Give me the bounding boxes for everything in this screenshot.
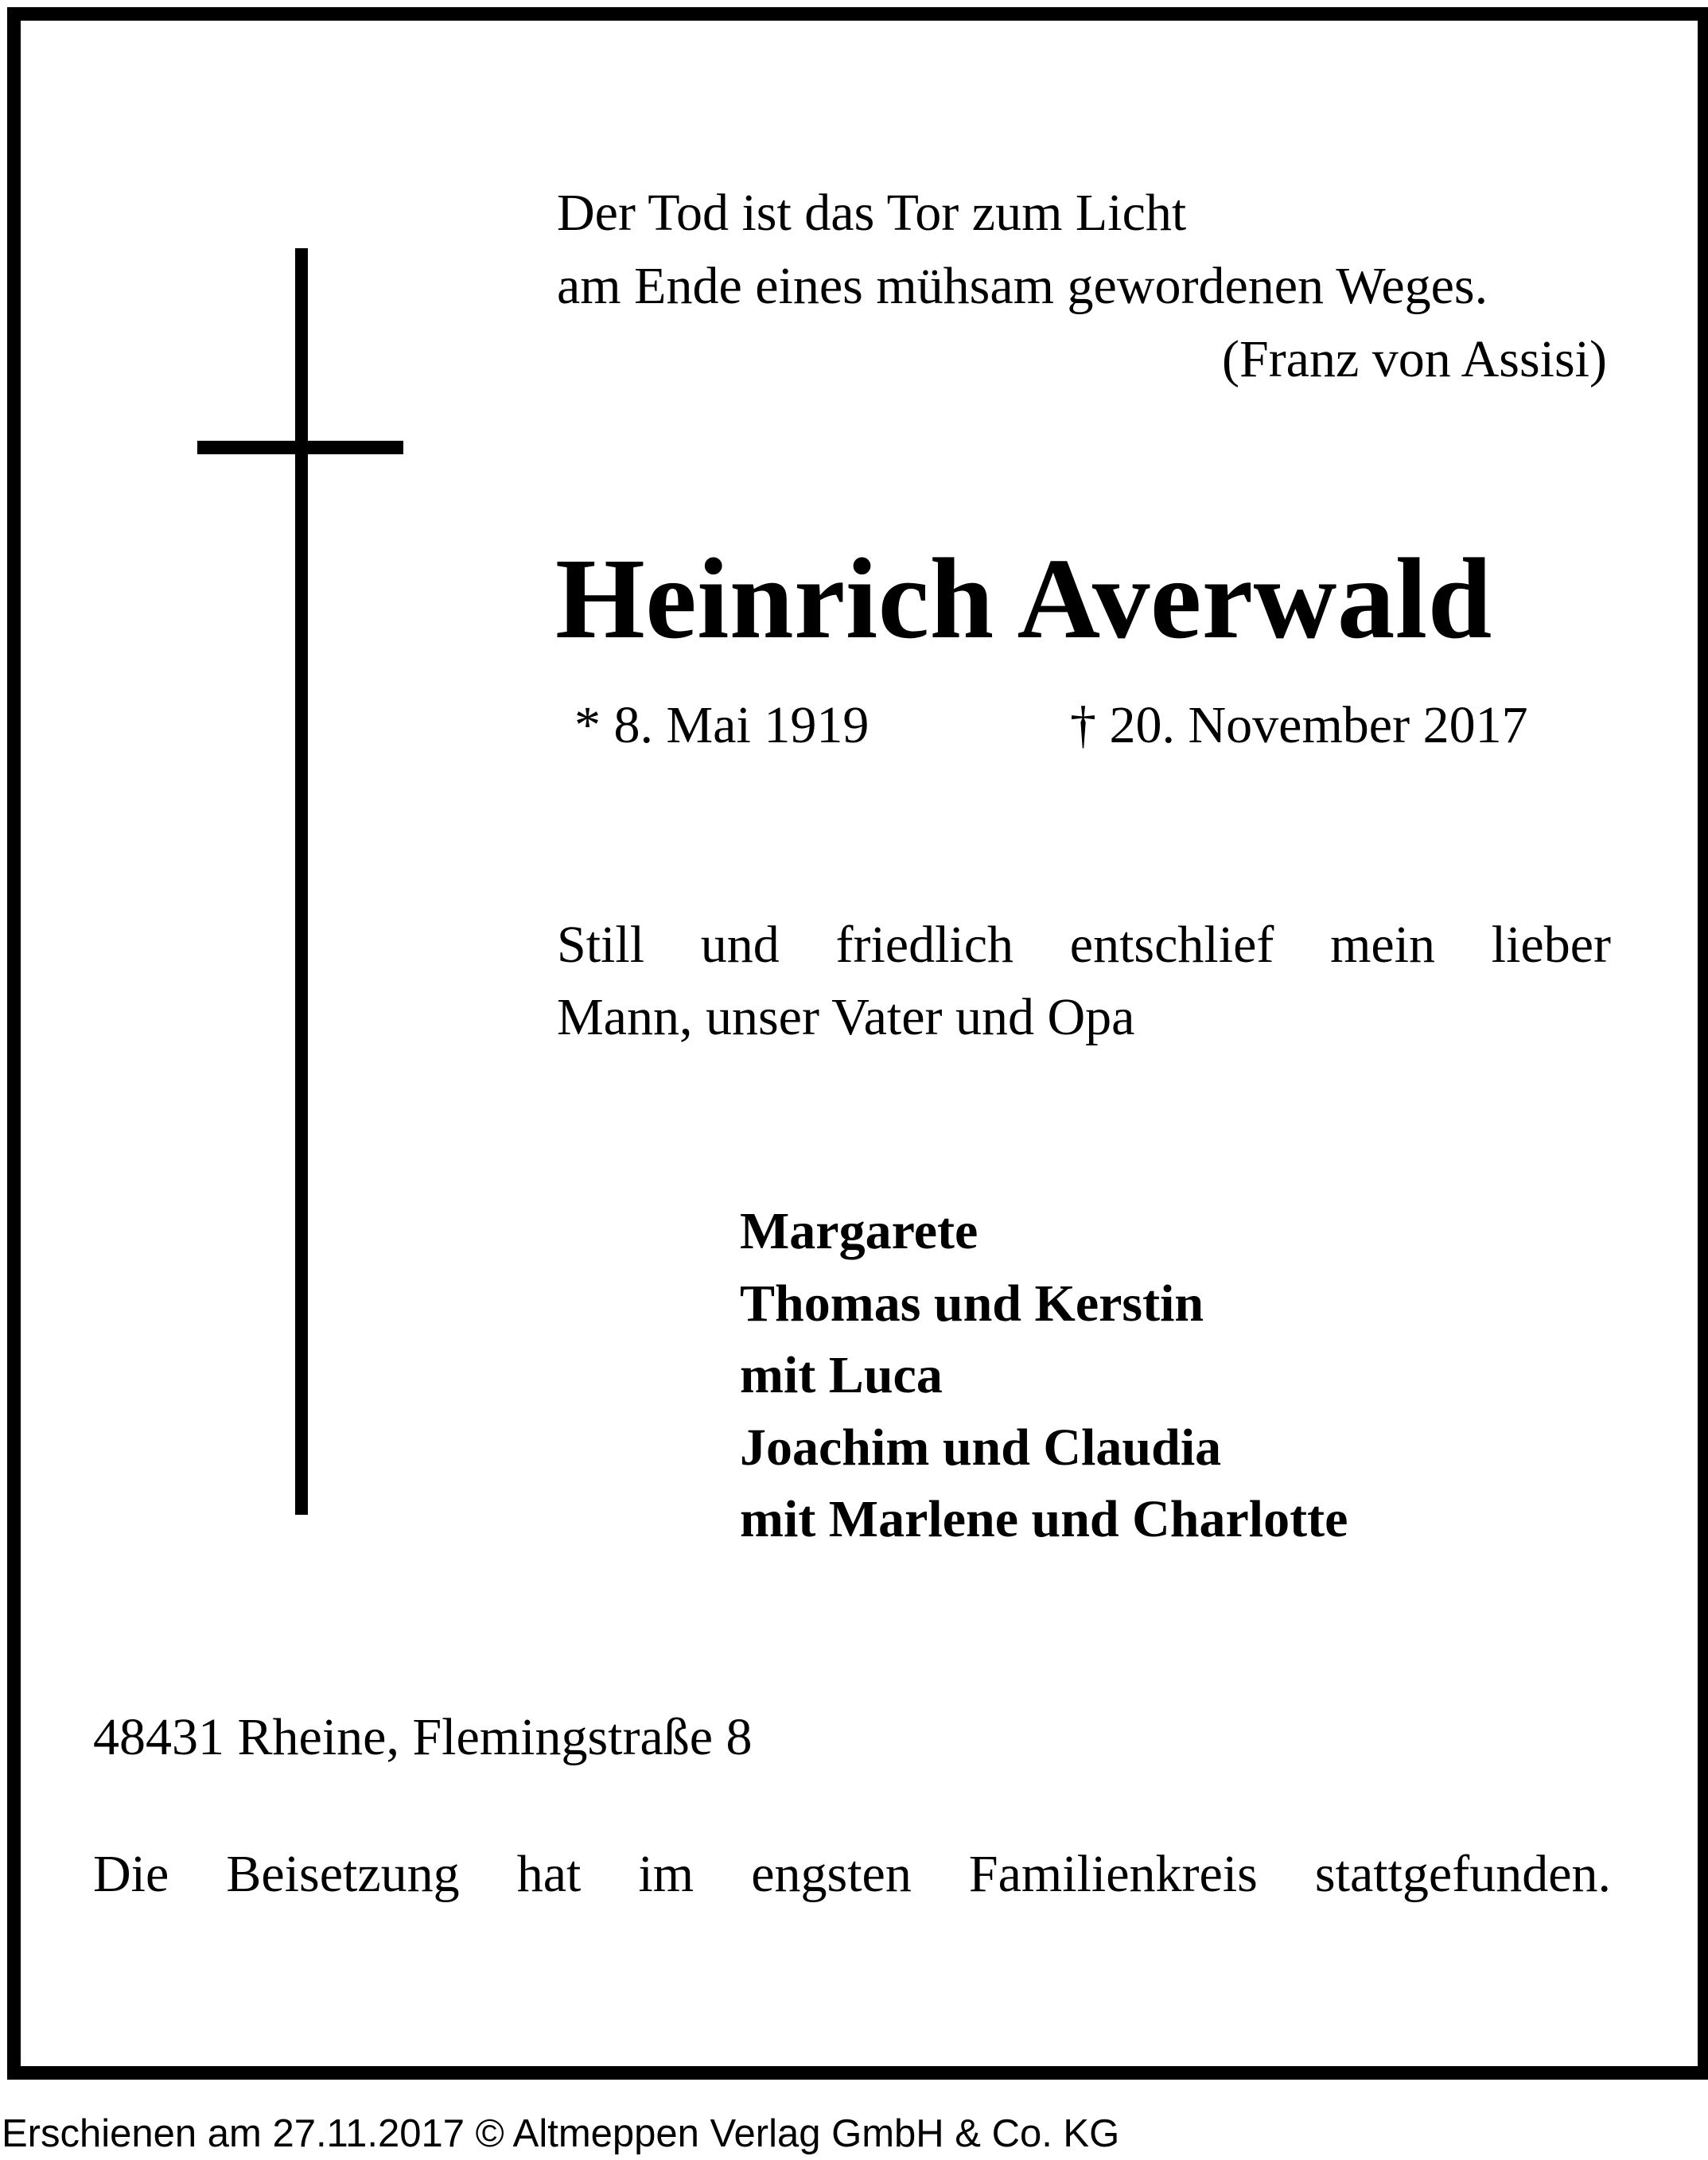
memorial-quote [557, 177, 1611, 396]
death-announcement [557, 909, 1611, 1053]
quote-line: am Ende eines mühsam gewordenen Weges. [557, 257, 1488, 315]
birth-date: * 8. Mai 1919 [574, 696, 870, 754]
family-member: mit Marlene und Charlotte [740, 1490, 1348, 1548]
family-address: 48431 Rheine, Flemingstraße 8 [93, 1708, 753, 1766]
family-member: Joachim und Claudia [740, 1418, 1222, 1477]
quote-author: (Franz von Assisi) [1222, 330, 1607, 388]
deceased-name: Heinrich Averwald [555, 535, 1492, 663]
publication-footer: Erschienen am 27.11.2017 © Altmeppen Verlag GmbH & Co. KG [2, 2112, 1120, 2155]
announcement-line: Still und friedlich entschlief mein lieber [557, 916, 1611, 974]
cross-horizontal-beam [197, 441, 403, 454]
announcement-line: Mann, unser Vater und Opa [557, 988, 1135, 1046]
quote-line: Der Tod ist das Tor zum Licht [557, 184, 1187, 242]
family-member: Thomas und Kerstin [740, 1274, 1204, 1333]
family-signatures [740, 1196, 1348, 1556]
family-member: Margarete [740, 1202, 979, 1260]
death-date: † 20. November 2017 [1070, 696, 1528, 754]
family-member: mit Luca [740, 1346, 943, 1404]
burial-note: Die Beisetzung hat im engsten Familienkreis stattgefunden. [93, 1845, 1611, 1903]
cross-vertical-beam [295, 248, 308, 1515]
